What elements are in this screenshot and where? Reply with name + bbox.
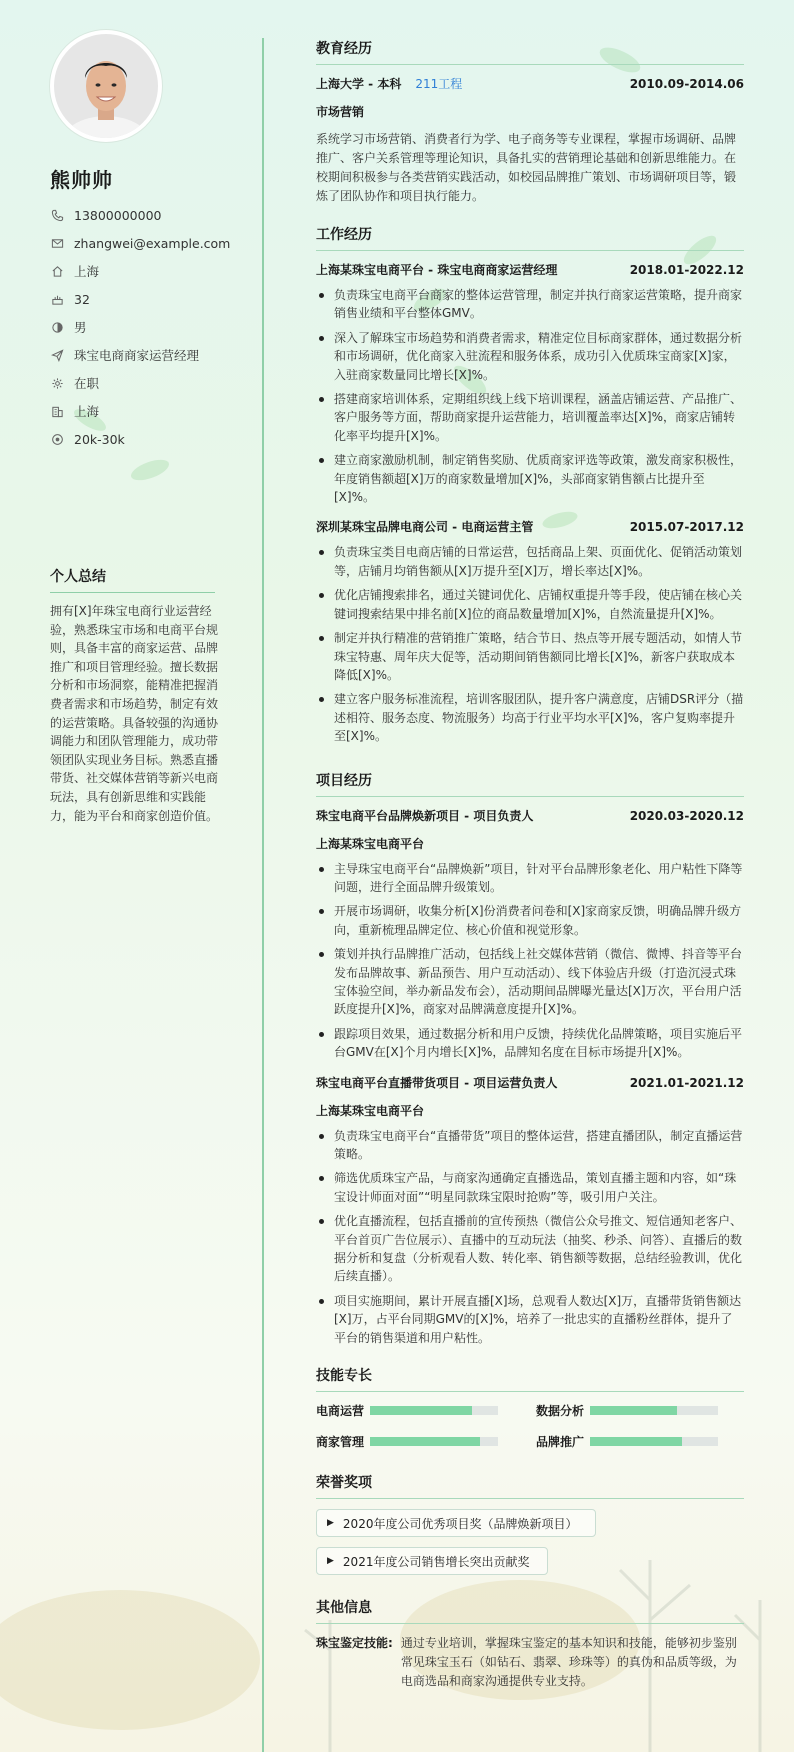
- avatar: [50, 30, 162, 142]
- other-section: [316, 1597, 744, 1691]
- summary-title: 个人总结: [50, 566, 215, 593]
- list-item: 优化直播流程，包括直播前的宣传预热（微信公众号推文、短信通知老客户、平台首页广告位展示）、直播中的互动玩法（抽奖、秒杀、问答）、直播后的数据分析和复盘（分析观看人数、转化率、销售额等数据，总结经验教训，优化后续直播）。: [316, 1212, 744, 1286]
- target-city-item: [50, 397, 230, 425]
- phone-text: 13800000000: [74, 207, 162, 223]
- other-title: 其他信息: [316, 1597, 744, 1624]
- education-period: 2010.09-2014.06: [629, 77, 744, 91]
- award-list: [316, 1509, 744, 1585]
- job-company: 深圳某珠宝品牌电商公司 - 电商运营主管: [316, 520, 534, 535]
- gender-text: 男: [74, 320, 87, 335]
- list-item: 搭建商家培训体系，定期组织线上线下培训课程，涵盖店铺运营、产品推广、客户服务等方面，帮助商家提升运营能力，培训覆盖率达[X]%，商家店铺转化率平均提升[X]%。: [316, 390, 744, 445]
- phone-icon: [50, 208, 64, 222]
- skill-item: [316, 1402, 536, 1419]
- triangle-right-icon: ▶: [327, 1556, 334, 1567]
- project-entry: [316, 807, 744, 1062]
- skill-bar-fill: [590, 1406, 677, 1415]
- salary-text: 20k-30k: [74, 431, 125, 447]
- hometown-text: 上海: [74, 264, 100, 279]
- list-item: 建立商家激励机制，制定销售奖励、优质商家评选等政策，激发商家积极性，年度销售额超[X]万的商家数量增加[X]%，头部商家销售额占比提升至[X]%。: [316, 451, 744, 506]
- job-entry: [316, 261, 744, 506]
- project-name: 珠宝电商平台直播带货项目 - 项目运营负责人: [316, 1075, 558, 1090]
- coin-icon: [50, 432, 64, 446]
- job-period: 2015.07-2017.12: [629, 520, 744, 535]
- skill-name: 电商运营: [316, 1404, 365, 1419]
- skill-item: [316, 1433, 536, 1450]
- main-content: [316, 38, 744, 1691]
- list-item: 筛选优质珠宝产品，与商家沟通确定直播选品，策划直播主题和内容，如“珠宝设计师面对面”“明星同款珠宝限时抢购”等，吸引用户关注。: [316, 1169, 744, 1206]
- list-item: 策划并执行品牌推广活动，包括线上社交媒体营销（微信、微博、抖音等平台发布品牌故事、新品预告、用户互动活动）、线下体验店升级（打造沉浸式珠宝体验空间，举办新品发布会），活动期间品牌曝光量达[X]万次，平台用户活跃度提升[X]%，商家对品牌满意度提升[X]%。: [316, 945, 744, 1019]
- skill-bar-fill: [370, 1406, 472, 1415]
- list-item: 优化店铺搜索排名，通过关键词优化、店铺权重提升等手段，使店铺在核心关键词搜索结果中排名前[X]位的商品数量增加[X]%，自然流量提升[X]%。: [316, 586, 744, 623]
- education-school-wrap: [316, 75, 462, 92]
- job-duties: [316, 286, 744, 506]
- award-item[interactable]: [316, 1547, 548, 1575]
- target-position-item: [50, 341, 230, 369]
- job-company: 上海某珠宝电商平台 - 珠宝电商商家运营经理: [316, 263, 558, 277]
- project-org: 上海某珠宝电商平台: [316, 836, 425, 851]
- job-duties: [316, 543, 744, 745]
- skill-bar: [590, 1437, 718, 1446]
- award-text: 2020年度公司优秀项目奖（品牌焕新项目）: [342, 1516, 578, 1531]
- projects-title: 项目经历: [316, 770, 744, 797]
- work-title: 工作经历: [316, 224, 744, 251]
- triangle-right-icon: ▶: [327, 1518, 334, 1529]
- list-item: 主导珠宝电商平台“品牌焕新”项目，针对平台品牌形象老化、用户粘性下降等问题，进行全面品牌升级策划。: [316, 860, 744, 897]
- skill-bar: [590, 1406, 718, 1415]
- education-school: 上海大学 - 本科: [316, 77, 402, 91]
- sidebar: [0, 0, 262, 1752]
- target-position-text: 珠宝电商商家运营经理: [74, 348, 200, 363]
- target-city-text: 上海: [74, 404, 100, 419]
- job-header: [316, 518, 744, 535]
- skill-bar-fill: [590, 1437, 682, 1446]
- list-item: 负责珠宝电商平台“直播带货”项目的整体运营，搭建直播团队，制定直播运营策略。: [316, 1127, 744, 1164]
- phone-item: [50, 201, 230, 229]
- skill-item: [536, 1433, 744, 1450]
- education-title: 教育经历: [316, 38, 744, 65]
- list-item: 开展市场调研，收集分析[X]份消费者问卷和[X]家商家反馈，明确品牌升级方向，重新梳理品牌定位、核心价值和视觉形象。: [316, 902, 744, 939]
- award-text: 2021年度公司销售增长突出贡献奖: [342, 1554, 530, 1569]
- list-item: 建立客户服务标准流程，培训客服团队，提升客户满意度，店铺DSR评分（描述相符、服务态度、物流服务）均高于行业平均水平[X]%，客户复购率提升至[X]%。: [316, 690, 744, 745]
- other-info: [316, 1634, 744, 1691]
- list-item: 负责珠宝电商平台商家的整体运营管理，制定并执行商家运营策略，提升商家销售业绩和平台整体GMV。: [316, 286, 744, 323]
- age-text: 32: [74, 291, 90, 307]
- job-header: [316, 261, 744, 278]
- home-icon: [50, 264, 64, 278]
- avatar-photo: [54, 34, 158, 138]
- building-icon: [50, 404, 64, 418]
- skills-section: [316, 1365, 744, 1450]
- education-section: [316, 38, 744, 206]
- gear-icon: [50, 376, 64, 390]
- candidate-name: 熊帅帅: [50, 168, 113, 192]
- project-header: [316, 807, 744, 824]
- skill-name: 数据分析: [536, 1404, 585, 1419]
- other-text: 通过专业培训，掌握珠宝鉴定的基本知识和技能，能够初步鉴别常见珠宝玉石（如钻石、翡翠、珍珠等）的真伪和品质等级，为电商选品和商家沟通提供专业支持。: [400, 1636, 737, 1689]
- project-duties: [316, 860, 744, 1062]
- cake-icon: [50, 292, 64, 306]
- vertical-divider: [262, 38, 264, 1752]
- work-section: [316, 224, 744, 746]
- salary-item: [50, 425, 230, 453]
- email-text: zhangwei@example.com: [74, 235, 231, 251]
- job-period: 2018.01-2022.12: [629, 263, 744, 277]
- list-item: 深入了解珠宝市场趋势和消费者需求，精准定位目标商家群体，通过数据分析和市场调研，优化商家入驻流程和服务体系，成功引入优质珠宝商家[X]家，入驻商家数量同比增长[X]%。: [316, 329, 744, 384]
- status-text: 在职: [74, 376, 100, 391]
- project-entry: [316, 1074, 744, 1347]
- skill-bar-fill: [370, 1437, 480, 1446]
- summary-text: 拥有[X]年珠宝电商行业运营经验，熟悉珠宝市场和电商平台规则，具备丰富的商家运营、品牌推广和项目管理经验。擅长数据分析和市场洞察，能精准把握消费者需求和市场趋势，制定有效的运营策略。具备较强的沟通协调能力和团队管理能力，成功带领团队实现业务目标。熟悉直播带货、社交媒体营销等新兴电商玩法，具有创新思维和实践能力，能为平台和商家创造价值。: [50, 604, 219, 823]
- project-period: 2020.03-2020.12: [629, 808, 744, 823]
- skill-item: [536, 1402, 744, 1419]
- project-duties: [316, 1127, 744, 1347]
- age-item: [50, 285, 230, 313]
- mail-icon: [50, 236, 64, 250]
- skills-title: 技能专长: [316, 1365, 744, 1392]
- gender-item: [50, 313, 230, 341]
- project-header: [316, 1074, 744, 1091]
- skills-grid: [316, 1402, 744, 1450]
- list-item: 跟踪项目效果，通过数据分析和用户反馈，持续优化品牌策略，项目实施后平台GMV在[X]个月内增长[X]%，品牌知名度在目标市场提升[X]%。: [316, 1025, 744, 1062]
- awards-title: 荣誉奖项: [316, 1472, 744, 1499]
- hometown-item: [50, 257, 230, 285]
- education-major: 市场营销: [316, 105, 365, 119]
- skill-bar: [370, 1437, 498, 1446]
- email-item: [50, 229, 230, 257]
- awards-section: [316, 1472, 744, 1585]
- status-item: [50, 369, 230, 397]
- other-label: 珠宝鉴定技能:: [316, 1636, 393, 1651]
- award-item[interactable]: [316, 1509, 596, 1537]
- list-item: 项目实施期间，累计开展直播[X]场，总观看人数达[X]万，直播带货销售额达[X]万，占平台同期GMV的[X]%，培养了一批忠实的直播粉丝群体，提升了平台的销售渠道和用户粘性。: [316, 1292, 744, 1347]
- skill-name: 商家管理: [316, 1435, 365, 1450]
- project-name: 珠宝电商平台品牌焕新项目 - 项目负责人: [316, 808, 534, 823]
- contact-info-list: [50, 201, 230, 453]
- projects-section: [316, 770, 744, 1348]
- send-icon: [50, 348, 64, 362]
- skill-bar: [370, 1406, 498, 1415]
- skill-name: 品牌推广: [536, 1435, 585, 1450]
- gender-icon: [50, 320, 64, 334]
- education-header: [316, 75, 744, 92]
- job-entry: [316, 518, 744, 745]
- education-tag: 211工程: [415, 77, 463, 91]
- list-item: 负责珠宝类目电商店铺的日常运营，包括商品上架、页面优化、促销活动策划等，店铺月均销售额从[X]万提升至[X]万，增长率达[X]%。: [316, 543, 744, 580]
- list-item: 制定并执行精准的营销推广策略，结合节日、热点等开展专题活动，如情人节珠宝特惠、周年庆大促等，活动期间销售额同比增长[X]%，新客户获取成本降低[X]%。: [316, 629, 744, 684]
- project-period: 2021.01-2021.12: [629, 1075, 744, 1090]
- education-desc: 系统学习市场营销、消费者行为学、电子商务等专业课程，掌握市场调研、品牌推广、客户关系管理等理论知识，具备扎实的营销理论基础和创新思维能力。在校期间积极参与各类营销实践活动，如校园品牌推广策划、市场调研项目等，锻炼了团队协作和项目执行能力。: [316, 132, 737, 203]
- project-org: 上海某珠宝电商平台: [316, 1103, 425, 1118]
